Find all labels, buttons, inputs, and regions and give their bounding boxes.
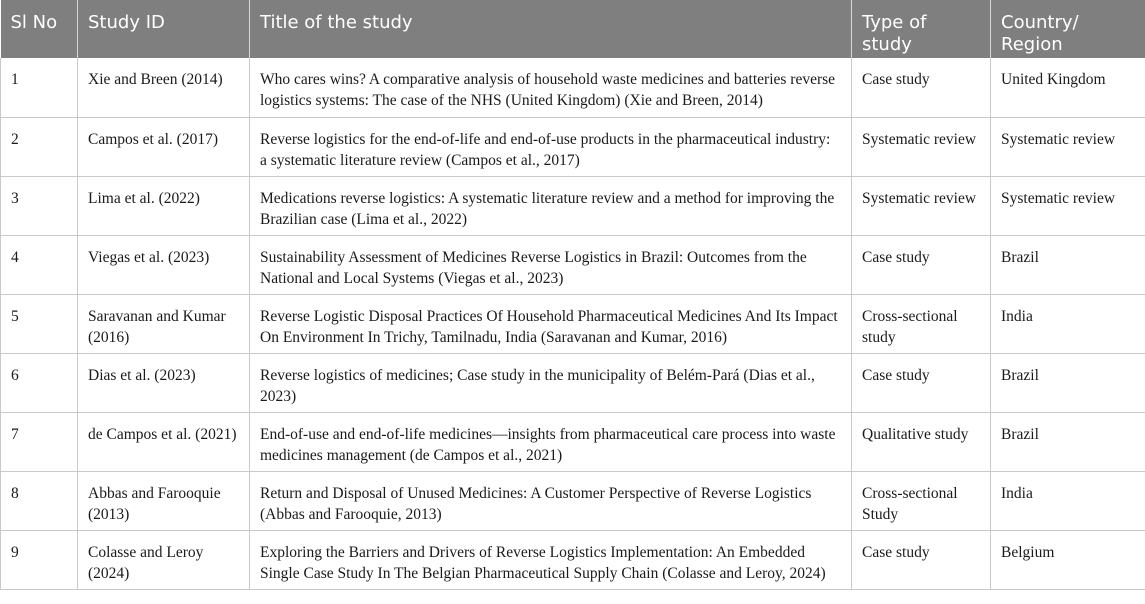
cell-title: End-of-use and end-of-life medicines—insights from pharmaceutical care process into waste medicines management (de Campos et al., 2021) <box>250 412 852 471</box>
cell-country: Systematic review <box>991 117 1145 176</box>
cell-type: Qualitative study <box>852 412 991 471</box>
table-row <box>1 117 1145 176</box>
cell-country: India <box>991 294 1145 353</box>
header-sl-no: Sl No <box>1 0 78 58</box>
cell-study-id: Campos et al. (2017) <box>78 117 250 176</box>
cell-title: Who cares wins? A comparative analysis of household waste medicines and batteries reverse logistics systems: The case of the NHS (United Kingdom) (Xie and Breen, 2014) <box>250 58 852 117</box>
cell-type: Systematic review <box>852 117 991 176</box>
cell-title: Reverse logistics for the end-of-life and end-of-use products in the pharmaceutical industry: a systematic literature review (Campos et al., 2017) <box>250 117 852 176</box>
cell-study-id: Saravanan and Kumar (2016) <box>78 294 250 353</box>
cell-type: Cross-sectional study <box>852 294 991 353</box>
cell-type: Systematic review <box>852 176 991 235</box>
cell-type: Cross-sectional Study <box>852 471 991 530</box>
cell-sl-no: 1 <box>1 58 78 117</box>
cell-sl-no: 3 <box>1 176 78 235</box>
cell-type: Case study <box>852 235 991 294</box>
table-row <box>1 530 1145 589</box>
cell-study-id: Colasse and Leroy (2024) <box>78 530 250 589</box>
table-row <box>1 353 1145 412</box>
cell-study-id: Xie and Breen (2014) <box>78 58 250 117</box>
cell-country: Brazil <box>991 235 1145 294</box>
cell-study-id: Viegas et al. (2023) <box>78 235 250 294</box>
header-country: Country/ Region <box>991 0 1145 58</box>
cell-country: Brazil <box>991 353 1145 412</box>
cell-title: Reverse Logistic Disposal Practices Of Household Pharmaceutical Medicines And Its Impact On Environment In Trichy, Tamilnadu, India (Saravanan and Kumar, 2016) <box>250 294 852 353</box>
cell-sl-no: 7 <box>1 412 78 471</box>
cell-title: Sustainability Assessment of Medicines Reverse Logistics in Brazil: Outcomes from the National and Local Systems (Viegas et al., 2023) <box>250 235 852 294</box>
table-row <box>1 176 1145 235</box>
header-type: Type of study <box>852 0 991 58</box>
cell-sl-no: 9 <box>1 530 78 589</box>
header-study-id: Study ID <box>78 0 250 58</box>
cell-study-id: Dias et al. (2023) <box>78 353 250 412</box>
table-row <box>1 412 1145 471</box>
table-row <box>1 58 1145 117</box>
cell-title: Reverse logistics of medicines; Case study in the municipality of Belém-Pará (Dias et al., 2023) <box>250 353 852 412</box>
cell-country: Systematic review <box>991 176 1145 235</box>
cell-sl-no: 5 <box>1 294 78 353</box>
cell-type: Case study <box>852 530 991 589</box>
cell-sl-no: 4 <box>1 235 78 294</box>
cell-sl-no: 8 <box>1 471 78 530</box>
cell-type: Case study <box>852 58 991 117</box>
cell-study-id: de Campos et al. (2021) <box>78 412 250 471</box>
cell-country: Belgium <box>991 530 1145 589</box>
cell-country: United Kingdom <box>991 58 1145 117</box>
table-row <box>1 471 1145 530</box>
cell-title: Exploring the Barriers and Drivers of Reverse Logistics Implementation: An Embedded Single Case Study In The Belgian Pharmaceutical Supply Chain (Colasse and Leroy, 2024) <box>250 530 852 589</box>
cell-sl-no: 6 <box>1 353 78 412</box>
header-row <box>1 0 1145 58</box>
cell-title: Medications reverse logistics: A systematic literature review and a method for improving the Brazilian case (Lima et al., 2022) <box>250 176 852 235</box>
cell-study-id: Abbas and Farooquie (2013) <box>78 471 250 530</box>
cell-sl-no: 2 <box>1 117 78 176</box>
table-row <box>1 294 1145 353</box>
cell-study-id: Lima et al. (2022) <box>78 176 250 235</box>
cell-type: Case study <box>852 353 991 412</box>
cell-country: India <box>991 471 1145 530</box>
cell-title: Return and Disposal of Unused Medicines: A Customer Perspective of Reverse Logistics (Abbas and Farooquie, 2013) <box>250 471 852 530</box>
cell-country: Brazil <box>991 412 1145 471</box>
table-row <box>1 235 1145 294</box>
header-title: Title of the study <box>250 0 852 58</box>
